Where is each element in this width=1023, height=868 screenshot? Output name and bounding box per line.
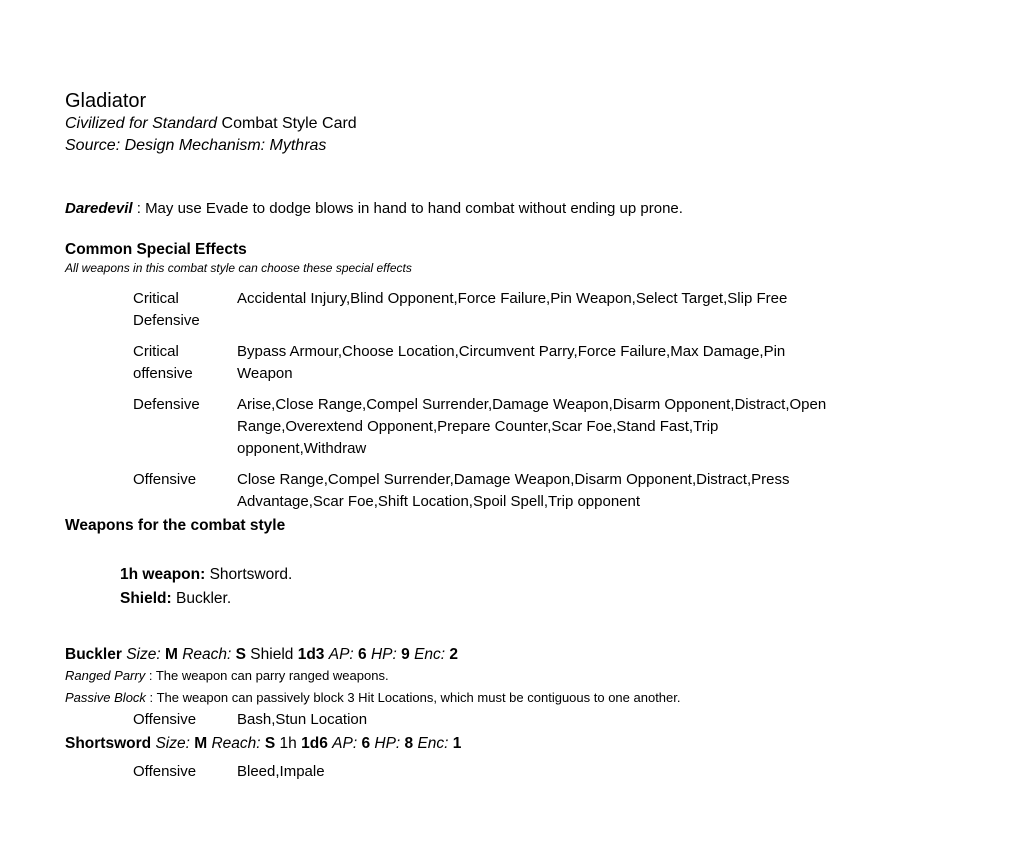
- card-content: [65, 89, 965, 783]
- stat-segment: S: [235, 646, 246, 663]
- style-classification-line: [65, 113, 965, 135]
- stat-segment: 6: [358, 646, 367, 663]
- slot-value: Buckler.: [175, 590, 232, 607]
- source-line: Source: Design Mechanism: Mythras: [65, 137, 327, 154]
- stat-segment: 1h: [279, 735, 297, 752]
- effects-row-value: Bash,Stun Location: [237, 711, 368, 728]
- effects-row-value: Accidental Injury,Blind Opponent,Force Failure,Pin Weapon,Select Target,Slip Free: [237, 290, 788, 307]
- stat-segment: 6: [361, 735, 371, 752]
- effects-row-label: Critical offensive: [133, 343, 193, 382]
- stat-segment: S: [264, 735, 276, 752]
- stat-segment: HP:: [374, 735, 401, 752]
- page-title: Gladiator: [65, 90, 147, 112]
- effects-row-defensive: [133, 394, 965, 460]
- weapon-slot-list: [120, 563, 965, 611]
- stat-segment: Shield: [250, 646, 294, 663]
- slot-1h-weapon: [120, 563, 965, 587]
- common-special-effects-heading: Common Special Effects: [65, 241, 247, 258]
- stat-segment: Enc:: [417, 735, 449, 752]
- stat-segment: Size:: [155, 735, 190, 752]
- stat-segment: 1d6: [301, 735, 328, 752]
- common-special-effects-note: All weapons in this combat style can choose these special effects: [65, 261, 412, 275]
- effects-row-value: Bypass Armour,Choose Location,Circumvent Parry,Force Failure,Max Damage,Pin Weapon: [237, 343, 786, 382]
- effects-row-buckler-offensive: [133, 709, 965, 731]
- stat-segment: Size:: [126, 646, 161, 663]
- stat-segment: Enc:: [414, 646, 446, 663]
- effects-row-label: Offensive: [133, 711, 197, 728]
- card-type-label: Combat Style Card: [221, 115, 357, 132]
- stat-segment: M: [194, 735, 208, 752]
- style-trait-separator: :: [136, 200, 141, 217]
- effects-row-label: Critical Defensive: [133, 290, 200, 329]
- style-trait-description: May use Evade to dodge blows in hand to hand combat without ending up prone.: [145, 200, 683, 217]
- style-trait-line: [65, 198, 965, 219]
- weapon-effects-buckler: [133, 709, 965, 731]
- effects-row-label: Offensive: [133, 471, 197, 488]
- stat-segment: AP:: [332, 735, 358, 752]
- stat-segment: 9: [401, 646, 410, 663]
- weapon-trait-passive-block: [65, 687, 965, 709]
- stat-segment: M: [164, 646, 178, 663]
- stat-segment: 1d3: [297, 646, 325, 663]
- stat-segment: Reach:: [211, 735, 261, 752]
- slot-shield: [120, 587, 965, 611]
- weapon-trait-description: The weapon can passively block 3 Hit Locations, which must be contiguous to one another.: [156, 690, 681, 705]
- special-effects-table: [133, 288, 965, 513]
- weapon-stat-line-buckler: [65, 644, 965, 665]
- effects-row-value: Close Range,Compel Surrender,Damage Weapon,Disarm Opponent,Distract,Press Advantage,Scar Foe,Shift Location,Spoil Spell,Trip opponent: [237, 471, 790, 510]
- weapon-effects-shortsword: [133, 761, 965, 783]
- effects-row-critical-offensive: [133, 341, 965, 385]
- effects-row-offensive: [133, 469, 965, 513]
- weapon-trait-separator: :: [148, 668, 153, 683]
- weapon-stat-line-shortsword: [65, 733, 965, 754]
- weapon-trait-ranged-parry: [65, 665, 965, 687]
- stat-segment: Shortsword: [65, 735, 152, 752]
- stat-segment: Buckler: [65, 646, 122, 663]
- slot-label: 1h weapon:: [120, 566, 206, 583]
- effects-row-label: Defensive: [133, 396, 200, 413]
- weapon-trait-description: The weapon can parry ranged weapons.: [155, 668, 389, 683]
- weapon-trait-separator: :: [149, 690, 154, 705]
- effects-row-value: Bleed,Impale: [237, 763, 325, 780]
- slot-label: Shield:: [120, 590, 172, 607]
- stat-segment: Reach:: [182, 646, 232, 663]
- stat-segment: 2: [449, 646, 459, 663]
- weapon-trait-name: Passive Block: [65, 690, 146, 705]
- stat-segment: AP:: [328, 646, 354, 663]
- stat-segment: 1: [452, 735, 462, 752]
- weapons-section-heading: Weapons for the combat style: [65, 517, 286, 534]
- stat-segment: HP:: [370, 646, 397, 663]
- effects-row-shortsword-offensive: [133, 761, 965, 783]
- weapon-trait-name: Ranged Parry: [65, 668, 146, 683]
- effects-row-value: Arise,Close Range,Compel Surrender,Damage Weapon,Disarm Opponent,Distract,Open Range,Overextend Opponent,Prepare Counter,Scar Foe,Stand Fast,Trip opponent,Withdraw: [237, 396, 827, 457]
- style-trait-name: Daredevil: [65, 200, 133, 217]
- slot-value: Shortsword.: [209, 566, 293, 583]
- style-classification: Civilized for Standard: [65, 115, 218, 132]
- stat-segment: 8: [404, 735, 414, 752]
- effects-row-label: Offensive: [133, 763, 197, 780]
- effects-row-critical-defensive: [133, 288, 965, 332]
